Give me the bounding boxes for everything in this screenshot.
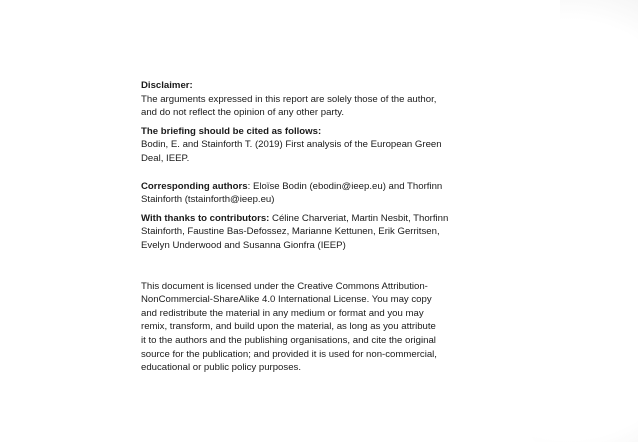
disclaimer-text-line: The arguments expressed in this report are solely those of the author, <box>141 93 437 105</box>
license-text-line: This document is licensed under the Creative Commons Attribution- <box>141 280 428 292</box>
disclaimer-heading: Disclaimer: <box>141 80 193 91</box>
corresponding-authors-line <box>141 180 511 194</box>
license-text-line: NonCommercial-ShareAlike 4.0 International License. You may copy <box>141 294 432 306</box>
license-text-line: and redistribute the material in any medium or format and you may <box>141 307 424 319</box>
corresponding-authors-text: : Eloïse Bodin (ebodin@ieep.eu) and Thorfinn <box>247 180 443 192</box>
disclaimer-text-line: and do not reflect the opinion of any other party. <box>141 107 345 119</box>
contributors-text: Céline Charveriat, Martin Nesbit, Thorfinn <box>269 212 449 224</box>
license-text-line: it to the authors and the publishing organisations, and cite the original <box>141 334 436 346</box>
citation-text-line: Deal, IEEP. <box>141 152 190 164</box>
citation-heading: The briefing should be cited as follows: <box>141 125 322 137</box>
corresponding-authors-line: Stainforth (tstainforth@ieep.eu) <box>141 194 275 206</box>
credits-content <box>141 79 511 380</box>
citation-section <box>141 125 511 166</box>
corresponding-authors-label: Corresponding authors <box>141 180 248 192</box>
contributors-line: Stainforth, Faustine Bas-Defossez, Marianne Kettunen, Erik Gerritsen, <box>141 226 440 238</box>
contributors-section <box>141 212 511 253</box>
license-section <box>141 280 511 375</box>
license-text-line: remix, transform, and build upon the material, as long as you attribute <box>141 321 436 333</box>
corresponding-authors-section <box>141 180 511 207</box>
license-text-line: source for the publication; and provided it is used for non-commercial, <box>141 348 437 360</box>
contributors-line: Evelyn Underwood and Susanna Gionfra (IEEP) <box>141 239 346 251</box>
contributors-line <box>141 212 511 226</box>
citation-text-line: Bodin, E. and Stainforth T. (2019) First analysis of the European Green <box>141 139 442 151</box>
contributors-label: With thanks to contributors: <box>141 212 270 224</box>
disclaimer-section <box>141 79 511 120</box>
license-text-line: educational or public policy purposes. <box>141 362 301 374</box>
